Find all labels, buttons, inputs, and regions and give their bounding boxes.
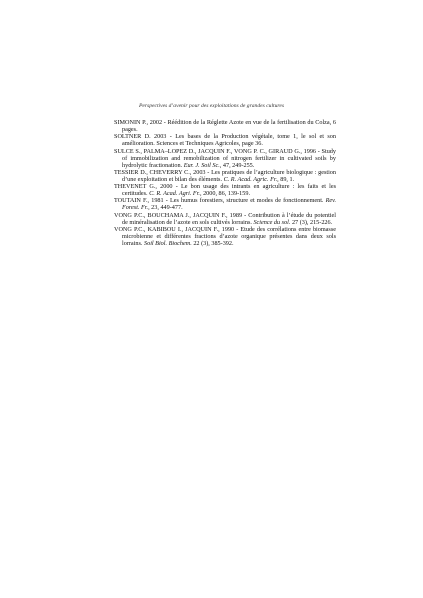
reference-journal: Soil Biol. Biochem. <box>144 240 192 248</box>
reference-citation: . 27 (3), 215-226. <box>288 218 333 226</box>
running-header: Perspectives d’avenir pour des exploitations de grandes cultures <box>138 103 285 109</box>
reference-item <box>114 226 336 247</box>
reference-text: SIMONIN P., 2002 - Réédition de la Réglette Azote en vue de la fertilisation du Colza, 6 pages. <box>114 119 336 133</box>
reference-citation: , 23, 449-477. <box>148 204 183 212</box>
reference-journal: Science du sol <box>253 218 289 226</box>
reference-text: SOLTNER D. 2003 - Les bases de la Production végétale, tome 1, le sol et son amélioration. Sciences et Techniques Agricoles, page 36. <box>114 133 336 148</box>
reference-text: THEVENET G., 2000 - Le bon usage des intrants en agriculture : les faits et les certitudes. <box>114 183 336 198</box>
reference-text: TESSIER D., CHEVERRY C., 2003 - Les pratiques de l’agriculture biologique : gestion d’une exploitation et bilan des éléments. <box>114 168 336 183</box>
reference-citation: , 47, 249-255. <box>219 161 255 169</box>
reference-item <box>114 212 336 226</box>
reference-text: VONG P.C., KABIBOU I., JACQUIN F., 1990 - Etude des corrélations entre biomasse microbienne et différentes fractions d’azote organique présentes dans deux sols lorrains. <box>114 226 336 248</box>
reference-item <box>114 169 336 183</box>
reference-text: TOUTAIN F., 1981 - Les humus forestiers, structure et modes de fonctionnement. <box>114 197 326 205</box>
reference-item <box>114 148 336 169</box>
reference-item <box>114 183 336 197</box>
reference-list <box>114 119 336 247</box>
reference-citation: , 89, 1. <box>277 175 295 183</box>
reference-item <box>114 197 336 211</box>
reference-text: SULCE S., PALMA–LOPEZ D., JACQUIN F., VONG P. C., GIRAUD G., 1996 - Study of immobilization and remobilization of nitrogen fertilizer in cultivated soils by hydrolytic fractionation. <box>114 147 336 169</box>
reference-citation: 22 (3), 385-392. <box>191 240 234 248</box>
reference-citation: , 2000, 86, 139-159. <box>199 190 250 198</box>
reference-text: VONG P.C., BOUCHAMA J., JACQUIN F., 1989 - Contribution à l’étude du potentiel de minéralisation de l’azote en sols cultivés lorrains. <box>114 211 336 226</box>
reference-journal: Rev. Forest. Fr. <box>122 197 336 212</box>
reference-journal: C. R. Acad. Agri. Fr. <box>149 190 200 198</box>
reference-item <box>114 119 336 133</box>
reference-journal: C. R. Acad. Agric. Fr. <box>223 175 278 183</box>
reference-journal: Eur. J. Soil Sc. <box>183 161 220 169</box>
reference-item <box>114 133 336 147</box>
